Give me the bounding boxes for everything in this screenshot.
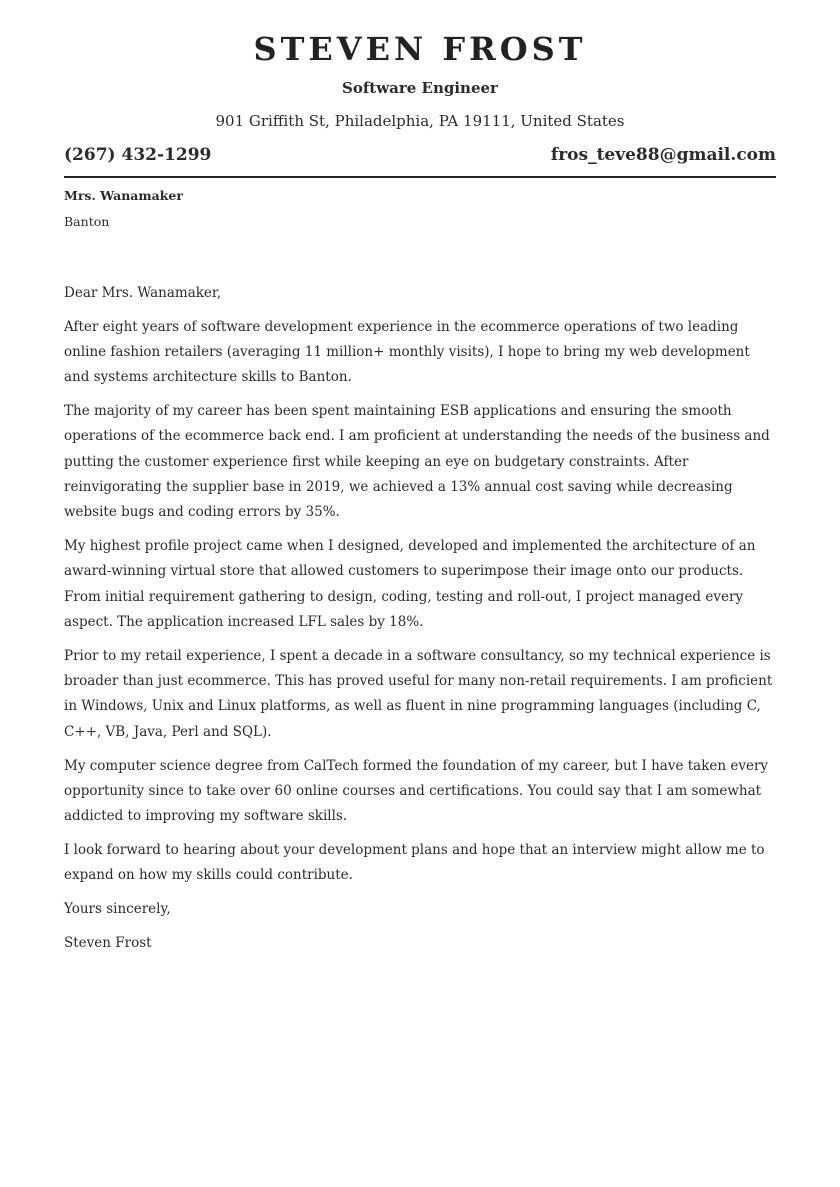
greeting: Dear Mrs. Wanamaker,	[64, 285, 222, 301]
letter-body	[64, 281, 776, 956]
contact-row	[64, 144, 776, 178]
paragraph-4: Prior to my retail experience, I spent a decade in a software consultancy, so my technical experience is broader than just ecommerce. This has proved useful for many non-retail requirements. I am proficient in Windows, Unix and Linux platforms, as well as fluent in nine programming languages (including C, C++, VB, Java, Perl and SQL).	[64, 647, 773, 740]
email-address: fros_teve88@gmail.com	[550, 145, 776, 165]
paragraph-2: The majority of my career has been spent maintaining ESB applications and ensuring the smooth operations of the ecommerce back end. I am proficient at understanding the needs of the business and putting the customer experience first while keeping an eye on budgetary constraints. After reinvigorating the supplier base in 2019, we achieved a 13% annual cost saving while decreasing website bugs and coding errors by 35%.	[64, 403, 770, 521]
signature-name: Steven Frost	[64, 934, 152, 951]
applicant-name: STEVEN FROST	[253, 30, 587, 68]
paragraph-6: I look forward to hearing about your development plans and hope that an interview might allow me to expand on how my skills could contribute.	[64, 841, 765, 884]
applicant-address: 901 Griffith St, Philadelphia, PA 19111, United States	[215, 112, 625, 130]
job-title: Software Engineer	[342, 79, 498, 97]
closing: Yours sincerely,	[64, 901, 171, 918]
paragraph-3: My highest profile project came when I designed, developed and implemented the architecture of an award-winning virtual store that allowed customers to superimpose their image onto our products. From initial requirement gathering to design, coding, testing and roll-out, I project managed every aspect. The application increased LFL sales by 18%.	[64, 538, 756, 631]
paragraph-1: After eight years of software development experience in the ecommerce operations of two leading online fashion retailers (averaging 11 million+ monthly visits), I hope to bring my web development and systems architecture skills to Banton.	[64, 318, 750, 386]
paragraph-5: My computer science degree from CalTech formed the foundation of my career, but I have taken every opportunity since to take over 60 online courses and certifications. You could say that I am somewhat addicted to improving my software skills.	[64, 757, 769, 825]
phone-number: (267) 432-1299	[64, 145, 212, 165]
recipient-name: Mrs. Wanamaker	[64, 188, 183, 203]
recipient-company: Banton	[64, 214, 110, 229]
